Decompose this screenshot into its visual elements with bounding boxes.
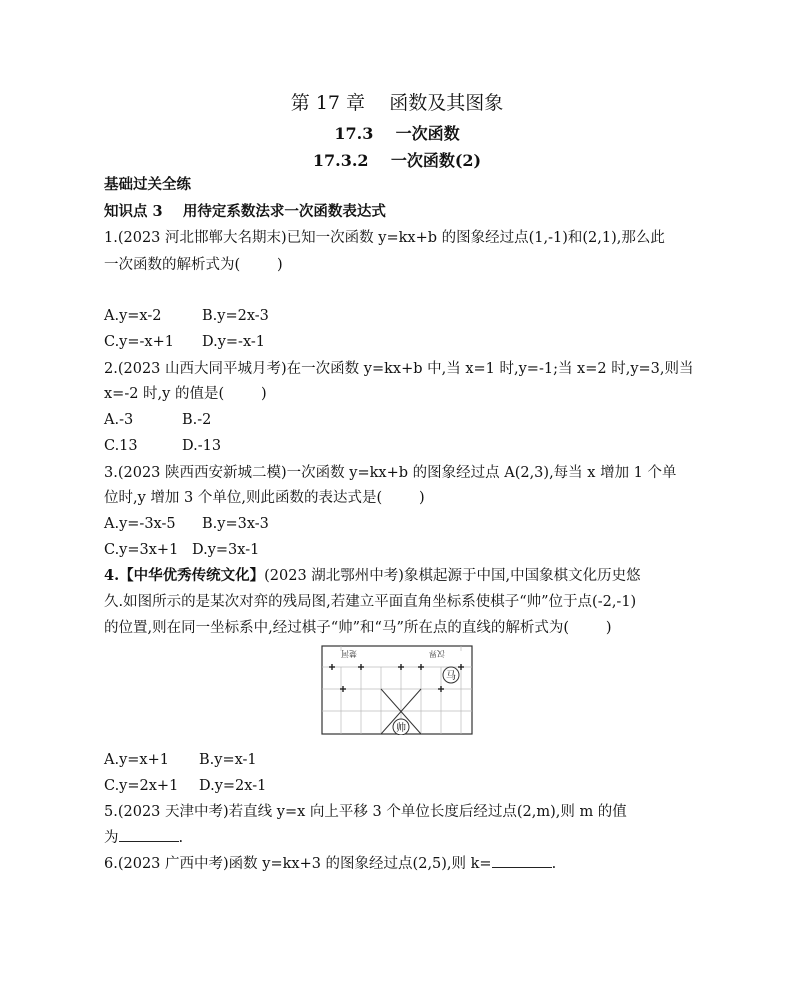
- q1-option-b: B.y=2x-3: [202, 308, 269, 324]
- q6-suffix: .: [551, 856, 557, 872]
- q6-stem: [104, 855, 556, 873]
- q6-answer-blank[interactable]: [492, 855, 552, 868]
- q5-suffix: .: [178, 830, 184, 846]
- q2-option-b: B.-2: [182, 412, 212, 428]
- q3-option-a: A.y=-3x-5: [104, 516, 176, 532]
- q2-stem-line1: 2.(2023 山西大同平城月考)在一次函数 y=kx+b 中,当 x=1 时,y=-1;当 x=2 时,y=3,则当: [104, 361, 694, 377]
- q4-option-b: B.y=x-1: [199, 752, 257, 768]
- q4-option-d: D.y=2x-1: [199, 778, 267, 794]
- q4-option-a: A.y=x+1: [104, 752, 169, 768]
- q5-prefix: 为: [104, 830, 119, 846]
- q1-option-d: D.y=-x-1: [202, 334, 266, 350]
- chapter-title: 第 17 章 函数及其图象: [290, 92, 504, 114]
- q2-stem-line2: x=-2 时,y 的值是( ): [104, 386, 267, 402]
- q3-option-b: B.y=3x-3: [202, 516, 269, 532]
- q3-option-c: C.y=3x+1: [104, 542, 179, 558]
- section-title: 17.3 一次函数: [334, 124, 460, 143]
- q5-stem-line1: 5.(2023 天津中考)若直线 y=x 向上平移 3 个单位长度后经过点(2,m),则 m 的值: [104, 804, 627, 820]
- king-piece-label: 帅: [396, 723, 406, 734]
- horse-piece-label: 马: [446, 671, 456, 682]
- section-heading: 基础过关全练: [104, 176, 191, 193]
- river-text-left: 楚河: [341, 649, 357, 658]
- q3-stem-line2: 位时,y 增加 3 个单位,则此函数的表达式是( ): [104, 490, 425, 506]
- subsection-title: 17.3.2 一次函数(2): [312, 151, 482, 170]
- q2-option-c: C.13: [104, 438, 138, 454]
- q2-option-a: A.-3: [104, 412, 134, 428]
- q4-option-c: C.y=2x+1: [104, 778, 179, 794]
- q1-stem-line1: 1.(2023 河北邯郸大名期末)已知一次函数 y=kx+b 的图象经过点(1,-1)和(2,1),那么此: [104, 230, 665, 246]
- q4-tag: 4.【中华优秀传统文化】: [104, 567, 265, 584]
- q1-option-c: C.y=-x+1: [104, 334, 174, 350]
- q3-stem-line1: 3.(2023 陕西西安新城二模)一次函数 y=kx+b 的图象经过点 A(2,3),每当 x 增加 1 个单: [104, 465, 677, 481]
- q5-answer-blank[interactable]: [119, 829, 179, 842]
- q5-stem-line2: [104, 829, 183, 847]
- horse-piece: [443, 667, 459, 683]
- q1-option-a: A.y=x-2: [104, 308, 162, 324]
- king-piece: [393, 719, 409, 735]
- knowledge-point-heading: 知识点 3 用待定系数法求一次函数表达式: [104, 203, 386, 220]
- chess-board-figure: [321, 645, 473, 735]
- q4-stem-line1: [104, 567, 641, 585]
- q3-option-d: D.y=3x-1: [192, 542, 260, 558]
- q2-option-d: D.-13: [182, 438, 222, 454]
- q4-stem-line2: 久.如图所示的是某次对弈的残局图,若建立平面直角坐标系使棋子“帅”位于点(-2,-1): [104, 594, 637, 610]
- q1-stem-line2: 一次函数的解析式为( ): [104, 257, 283, 273]
- q6-prefix: 6.(2023 广西中考)函数 y=kx+3 的图象经过点(2,5),则 k=: [104, 856, 492, 872]
- river-text-right: 汉界: [429, 649, 445, 658]
- q4-stem-line1-rest: (2023 湖北鄂州中考)象棋起源于中国,中国象棋文化历史悠: [264, 568, 641, 584]
- q4-stem-line3: 的位置,则在同一坐标系中,经过棋子“帅”和“马”所在点的直线的解析式为( ): [104, 620, 612, 636]
